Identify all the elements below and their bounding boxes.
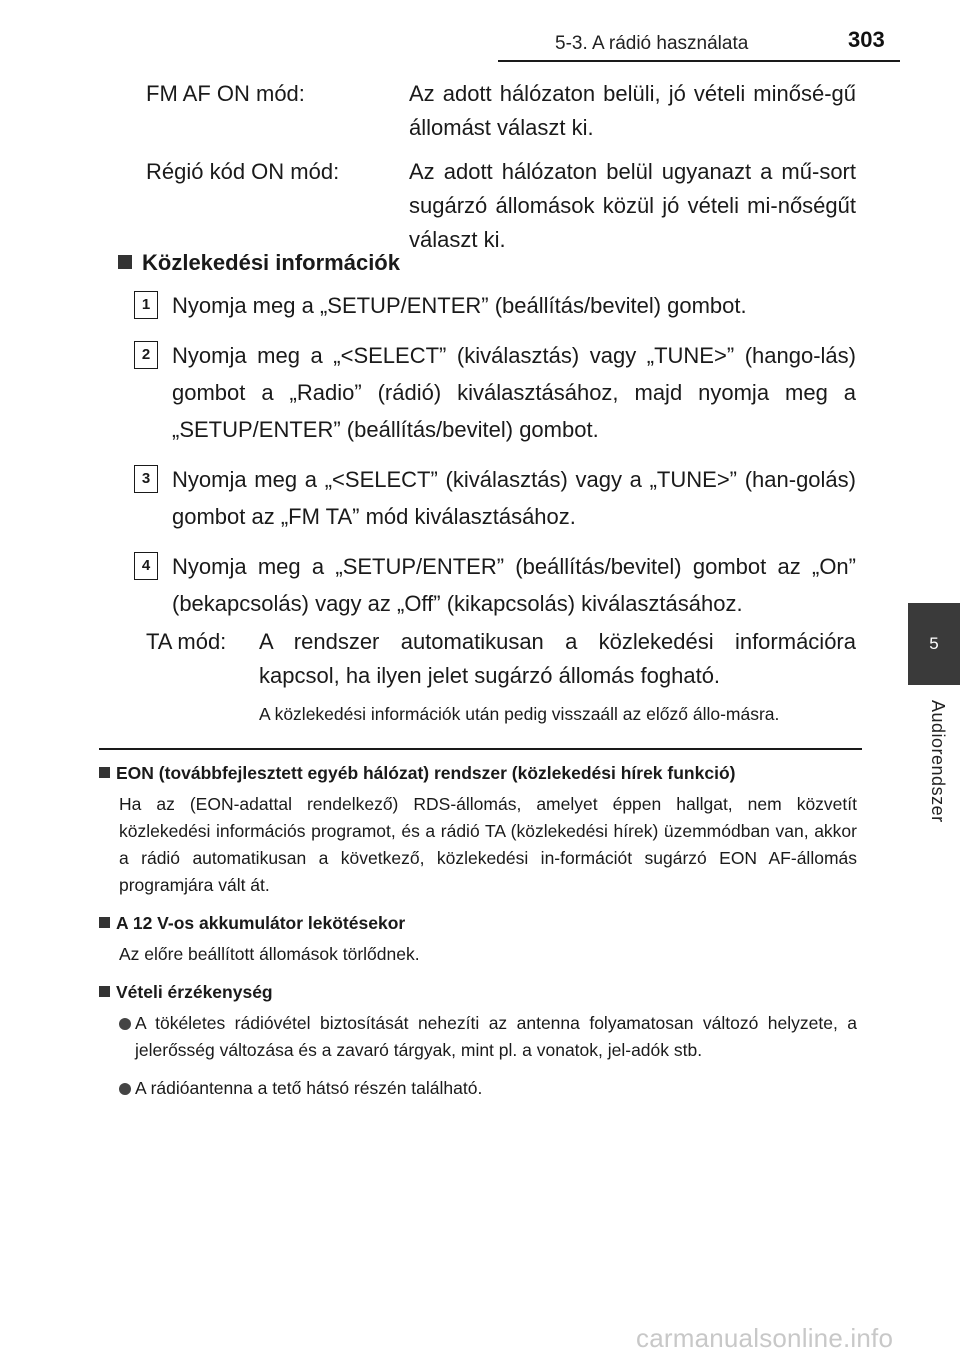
notes-section [99, 760, 857, 1113]
step-text: Nyomja meg a „<SELECT” (kiválasztás) vagy a „TUNE>” (han-golás) gombot az „FM TA” mód kiválasztásához. [172, 467, 856, 529]
step-text: Nyomja meg a „<SELECT” (kiválasztás) vagy „TUNE>” (hango-lás) gombot a „Radio” (rádió) kiválasztásához, majd nyomja meg a „SETUP/ENTER” (beállítás/bevitel) gombot. [172, 343, 856, 442]
step-item [134, 548, 856, 622]
section-heading-text: Közlekedési információk [142, 250, 400, 275]
mode-term: Régió kód ON mód: [146, 159, 340, 184]
note-heading-text: Vételi érzékenység [116, 982, 273, 1002]
ta-mode-definition [146, 625, 856, 729]
note-body: Ha az (EON-adattal rendelkező) RDS-állomás, amelyet éppen hallgat, nem közvetít közlekedési információs programot, és a rádió TA (közlekedési hírek) üzemmódban van, akkor a rádió automatikusan a következő, közlekedési in-formációt sugárzó EON AF-állomás programjára vált át. [119, 794, 857, 895]
mode-term: FM AF ON mód: [146, 81, 305, 106]
note-heading [99, 979, 857, 1006]
mode-row [146, 77, 856, 145]
step-number-badge: 4 [134, 552, 158, 580]
list-item [99, 1010, 857, 1064]
list-item [99, 1075, 857, 1102]
step-number-badge: 3 [134, 465, 158, 493]
section-divider [99, 748, 862, 750]
mode-desc: A rendszer automatikusan a közlekedési információra kapcsol, ha ilyen jelet sugárzó állomás fogható. [259, 629, 856, 688]
step-item [134, 287, 856, 324]
square-bullet-icon [99, 917, 110, 928]
step-text: Nyomja meg a „SETUP/ENTER” (beállítás/bevitel) gombot az „On” (bekapcsolás) vagy az „Off” (kikapcsolás) kiválasztásához. [172, 554, 856, 616]
mode-term: TA mód: [146, 629, 227, 654]
step-item [134, 337, 856, 448]
section-title: 5-3. A rádió használata [555, 33, 749, 54]
square-bullet-icon [99, 767, 110, 778]
circle-bullet-icon [119, 1083, 131, 1095]
list-item-text: A rádióantenna a tető hátsó részén található. [135, 1078, 483, 1098]
page-number: 303 [848, 27, 885, 52]
note-heading [99, 910, 857, 937]
mode-list-top [146, 77, 856, 257]
chapter-tab: 5 [908, 603, 960, 685]
mode-row [146, 625, 856, 729]
page-header [0, 0, 960, 60]
header-rule [498, 60, 900, 62]
step-text: Nyomja meg a „SETUP/ENTER” (beállítás/bevitel) gombot. [172, 293, 747, 318]
circle-bullet-icon [119, 1018, 131, 1030]
note-heading [99, 760, 857, 787]
square-bullet-icon [118, 255, 132, 269]
chapter-title: Audiorendszer [928, 700, 948, 823]
mode-row [146, 155, 856, 257]
section-heading [118, 250, 400, 276]
note-heading-text: A 12 V-os akkumulátor lekötésekor [116, 913, 406, 933]
step-number-badge: 2 [134, 341, 158, 369]
watermark: carmanualsonline.info [636, 1323, 894, 1353]
mode-desc: Az adott hálózaton belüli, jó vételi minősé-gű állomást választ ki. [409, 81, 856, 140]
mode-note: A közlekedési információk után pedig visszaáll az előző állo-másra. [259, 704, 780, 724]
step-number-badge: 1 [134, 291, 158, 319]
note-body: Az előre beállított állomások törlődnek. [119, 944, 420, 964]
note-heading-text: EON (továbbfejlesztett egyéb hálózat) rendszer (közlekedési hírek funkció) [116, 763, 736, 783]
square-bullet-icon [99, 986, 110, 997]
list-item-text: A tökéletes rádióvétel biztosítását nehezíti az antenna folyamatosan változó helyzete, a jelerősség változása és a zavaró tárgyak, mint pl. a vonatok, jel-adók stb. [135, 1013, 857, 1060]
step-list [134, 287, 856, 635]
step-item [134, 461, 856, 535]
mode-desc: Az adott hálózaton belül ugyanazt a mű-sort sugárzó állomások közül jó vételi mi-nőségűt választ ki. [409, 159, 856, 252]
